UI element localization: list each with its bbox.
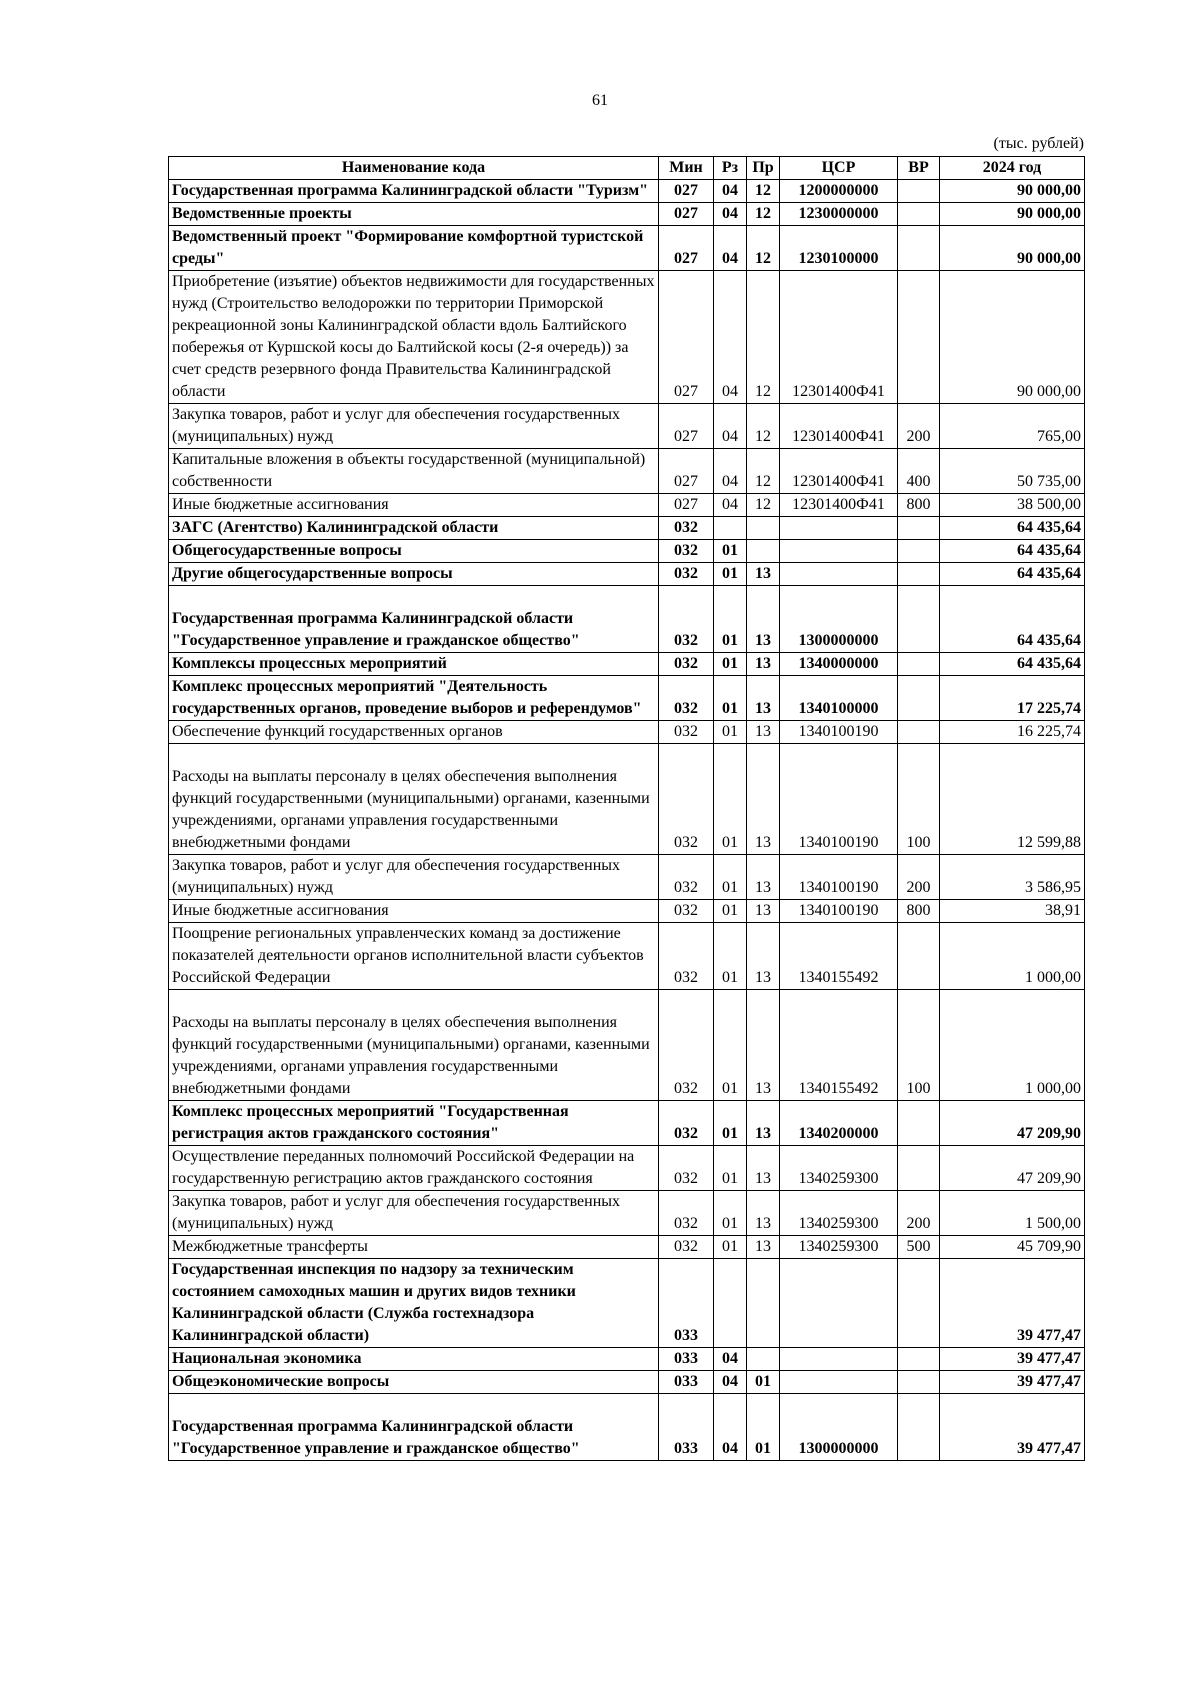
row-csr-cell <box>780 1371 898 1394</box>
table-row <box>169 540 1085 563</box>
row-rz-cell <box>714 1259 747 1348</box>
row-name-cell: Комплекс процессных мероприятий "Государственная регистрация актов гражданского состояния" <box>169 1101 659 1146</box>
row-amount-cell: 47 209,90 <box>940 1146 1085 1191</box>
row-vr-cell <box>898 676 940 721</box>
row-amount-cell: 1 000,00 <box>940 923 1085 990</box>
table-row <box>169 744 1085 855</box>
row-pr-cell: 13 <box>747 1236 780 1259</box>
row-min-cell: 032 <box>659 990 714 1101</box>
row-vr-cell <box>898 586 940 653</box>
row-name-cell: Общеэкономические вопросы <box>169 1371 659 1394</box>
row-pr-cell: 13 <box>747 676 780 721</box>
row-vr-cell <box>898 1101 940 1146</box>
row-vr-cell: 500 <box>898 1236 940 1259</box>
row-min-cell: 032 <box>659 744 714 855</box>
budget-table <box>168 156 1085 1461</box>
row-vr-cell <box>898 180 940 203</box>
row-name-cell: Закупка товаров, работ и услуг для обеспечения государственных (муниципальных) нужд <box>169 1191 659 1236</box>
row-pr-cell: 13 <box>747 1146 780 1191</box>
row-amount-cell: 765,00 <box>940 404 1085 449</box>
row-name-cell: Расходы на выплаты персоналу в целях обеспечения выполнения функций государственными (муниципальными) органами, казенными учреждениями, органами управления государственными внебюджетными фондами <box>169 990 659 1101</box>
row-amount-cell: 12 599,88 <box>940 744 1085 855</box>
table-row <box>169 226 1085 271</box>
header-pr: Пр <box>747 157 780 180</box>
row-csr-cell: 1340100000 <box>780 676 898 721</box>
row-pr-cell: 13 <box>747 923 780 990</box>
header-name: Наименование кода <box>169 157 659 180</box>
table-row <box>169 1259 1085 1348</box>
row-vr-cell <box>898 563 940 586</box>
row-rz-cell: 04 <box>714 180 747 203</box>
row-csr-cell: 1340100190 <box>780 855 898 900</box>
row-amount-cell: 64 435,64 <box>940 586 1085 653</box>
row-vr-cell <box>898 1259 940 1348</box>
row-name-cell: Осуществление переданных полномочий Российской Федерации на государственную регистрацию актов гражданского состояния <box>169 1146 659 1191</box>
header-amount: 2024 год <box>940 157 1085 180</box>
row-rz-cell: 01 <box>714 540 747 563</box>
table-row <box>169 517 1085 540</box>
row-pr-cell <box>747 517 780 540</box>
row-vr-cell <box>898 1394 940 1461</box>
row-name-cell: Ведомственный проект "Формирование комфортной туристской среды" <box>169 226 659 271</box>
table-row <box>169 494 1085 517</box>
row-min-cell: 027 <box>659 404 714 449</box>
row-amount-cell: 1 000,00 <box>940 990 1085 1101</box>
row-amount-cell: 39 477,47 <box>940 1394 1085 1461</box>
row-min-cell: 027 <box>659 180 714 203</box>
row-rz-cell: 04 <box>714 203 747 226</box>
row-rz-cell: 04 <box>714 449 747 494</box>
table-row <box>169 271 1085 404</box>
row-csr-cell: 1340259300 <box>780 1191 898 1236</box>
row-min-cell: 032 <box>659 1101 714 1146</box>
row-name-cell: Приобретение (изъятие) объектов недвижимости для государственных нужд (Строительство велодорожки по территории Приморской рекреационной зоны Калининградской области вдоль Балтийского побережья от Куршской косы до Балтийской косы (2-я очередь)) за счет средств резервного фонда Правительства Калининградской области <box>169 271 659 404</box>
page-number: 61 <box>592 92 608 109</box>
row-min-cell: 027 <box>659 226 714 271</box>
row-vr-cell <box>898 517 940 540</box>
row-pr-cell: 13 <box>747 563 780 586</box>
row-rz-cell: 01 <box>714 586 747 653</box>
row-rz-cell: 01 <box>714 1101 747 1146</box>
row-vr-cell: 800 <box>898 494 940 517</box>
row-name-cell: ЗАГС (Агентство) Калининградской области <box>169 517 659 540</box>
row-amount-cell: 64 435,64 <box>940 563 1085 586</box>
table-row <box>169 923 1085 990</box>
row-amount-cell: 16 225,74 <box>940 721 1085 744</box>
row-rz-cell: 01 <box>714 1236 747 1259</box>
table-row <box>169 721 1085 744</box>
row-vr-cell: 200 <box>898 404 940 449</box>
row-vr-cell <box>898 923 940 990</box>
row-min-cell: 032 <box>659 540 714 563</box>
row-amount-cell: 47 209,90 <box>940 1101 1085 1146</box>
row-rz-cell: 01 <box>714 923 747 990</box>
row-amount-cell: 1 500,00 <box>940 1191 1085 1236</box>
row-vr-cell <box>898 1348 940 1371</box>
row-rz-cell: 04 <box>714 271 747 404</box>
row-csr-cell: 1340200000 <box>780 1101 898 1146</box>
row-rz-cell: 04 <box>714 1394 747 1461</box>
row-csr-cell: 1200000000 <box>780 180 898 203</box>
row-name-cell: Поощрение региональных управленческих команд за достижение показателей деятельности органов исполнительной власти субъектов Российской Федерации <box>169 923 659 990</box>
row-csr-cell: 1340259300 <box>780 1236 898 1259</box>
row-min-cell: 032 <box>659 855 714 900</box>
row-name-cell: Обеспечение функций государственных органов <box>169 721 659 744</box>
row-csr-cell: 12301400Ф41 <box>780 271 898 404</box>
row-rz-cell: 04 <box>714 494 747 517</box>
row-rz-cell <box>714 517 747 540</box>
row-rz-cell: 01 <box>714 990 747 1101</box>
row-amount-cell: 64 435,64 <box>940 653 1085 676</box>
row-min-cell: 027 <box>659 271 714 404</box>
unit-note: (тыс. рублей) <box>993 135 1084 152</box>
row-vr-cell <box>898 1371 940 1394</box>
row-min-cell: 032 <box>659 721 714 744</box>
row-name-cell: Государственная программа Калининградской области "Туризм" <box>169 180 659 203</box>
row-vr-cell: 200 <box>898 855 940 900</box>
row-min-cell: 032 <box>659 1146 714 1191</box>
row-pr-cell: 13 <box>747 653 780 676</box>
row-vr-cell <box>898 653 940 676</box>
row-name-cell: Иные бюджетные ассигнования <box>169 900 659 923</box>
row-rz-cell: 01 <box>714 721 747 744</box>
row-csr-cell: 1340155492 <box>780 990 898 1101</box>
table-row <box>169 1236 1085 1259</box>
row-vr-cell: 100 <box>898 744 940 855</box>
table-row <box>169 1191 1085 1236</box>
row-pr-cell: 12 <box>747 203 780 226</box>
table-row <box>169 653 1085 676</box>
table-row <box>169 563 1085 586</box>
row-csr-cell: 1340100190 <box>780 900 898 923</box>
row-csr-cell: 1340100190 <box>780 721 898 744</box>
row-amount-cell: 50 735,00 <box>940 449 1085 494</box>
row-amount-cell: 39 477,47 <box>940 1371 1085 1394</box>
row-name-cell: Расходы на выплаты персоналу в целях обеспечения выполнения функций государственными (муниципальными) органами, казенными учреждениями, органами управления государственными внебюджетными фондами <box>169 744 659 855</box>
row-amount-cell: 38,91 <box>940 900 1085 923</box>
row-pr-cell: 13 <box>747 744 780 855</box>
header-csr: ЦСР <box>780 157 898 180</box>
row-csr-cell: 12301400Ф41 <box>780 449 898 494</box>
row-name-cell: Государственная программа Калининградской области "Государственное управление и гражданское общество" <box>169 1394 659 1461</box>
row-name-cell: Комплекс процессных мероприятий "Деятельность государственных органов, проведение выборов и референдумов" <box>169 676 659 721</box>
row-amount-cell: 39 477,47 <box>940 1348 1085 1371</box>
row-pr-cell: 13 <box>747 900 780 923</box>
header-rz: Рз <box>714 157 747 180</box>
row-min-cell: 027 <box>659 449 714 494</box>
row-csr-cell: 1340000000 <box>780 653 898 676</box>
row-pr-cell <box>747 1259 780 1348</box>
row-min-cell: 027 <box>659 203 714 226</box>
row-min-cell: 032 <box>659 1191 714 1236</box>
row-min-cell: 032 <box>659 517 714 540</box>
row-rz-cell: 04 <box>714 1371 747 1394</box>
row-vr-cell: 100 <box>898 990 940 1101</box>
row-rz-cell: 01 <box>714 653 747 676</box>
row-csr-cell: 1230100000 <box>780 226 898 271</box>
row-pr-cell: 12 <box>747 404 780 449</box>
row-pr-cell: 13 <box>747 855 780 900</box>
table-row <box>169 1394 1085 1461</box>
row-min-cell: 032 <box>659 900 714 923</box>
table-row <box>169 586 1085 653</box>
row-pr-cell: 12 <box>747 226 780 271</box>
table-row <box>169 404 1085 449</box>
row-pr-cell: 13 <box>747 1101 780 1146</box>
table-row <box>169 676 1085 721</box>
row-pr-cell: 13 <box>747 586 780 653</box>
row-vr-cell <box>898 1146 940 1191</box>
row-min-cell: 032 <box>659 676 714 721</box>
row-vr-cell <box>898 721 940 744</box>
row-pr-cell <box>747 1348 780 1371</box>
row-csr-cell <box>780 563 898 586</box>
row-name-cell: Национальная экономика <box>169 1348 659 1371</box>
row-rz-cell: 04 <box>714 1348 747 1371</box>
table-row <box>169 1371 1085 1394</box>
row-rz-cell: 01 <box>714 676 747 721</box>
row-vr-cell <box>898 271 940 404</box>
table-row <box>169 990 1085 1101</box>
row-name-cell: Капитальные вложения в объекты государственной (муниципальной) собственности <box>169 449 659 494</box>
row-csr-cell: 12301400Ф41 <box>780 404 898 449</box>
row-amount-cell: 90 000,00 <box>940 203 1085 226</box>
row-amount-cell: 90 000,00 <box>940 226 1085 271</box>
row-csr-cell <box>780 1348 898 1371</box>
table-body <box>169 180 1085 1461</box>
row-rz-cell: 04 <box>714 404 747 449</box>
row-name-cell: Другие общегосударственные вопросы <box>169 563 659 586</box>
row-name-cell: Закупка товаров, работ и услуг для обеспечения государственных (муниципальных) нужд <box>169 855 659 900</box>
row-csr-cell: 1340100190 <box>780 744 898 855</box>
row-min-cell: 033 <box>659 1259 714 1348</box>
row-pr-cell: 13 <box>747 1191 780 1236</box>
row-csr-cell <box>780 1259 898 1348</box>
header-min: Мин <box>659 157 714 180</box>
row-pr-cell: 12 <box>747 494 780 517</box>
row-csr-cell <box>780 540 898 563</box>
row-pr-cell: 13 <box>747 990 780 1101</box>
row-amount-cell: 3 586,95 <box>940 855 1085 900</box>
row-name-cell: Межбюджетные трансферты <box>169 1236 659 1259</box>
row-min-cell: 032 <box>659 1236 714 1259</box>
row-vr-cell <box>898 203 940 226</box>
row-pr-cell: 12 <box>747 180 780 203</box>
row-csr-cell: 1340155492 <box>780 923 898 990</box>
row-vr-cell: 400 <box>898 449 940 494</box>
table-row <box>169 180 1085 203</box>
table-row <box>169 1101 1085 1146</box>
row-csr-cell <box>780 517 898 540</box>
header-vr: ВР <box>898 157 940 180</box>
row-min-cell: 032 <box>659 653 714 676</box>
row-csr-cell: 1340259300 <box>780 1146 898 1191</box>
row-name-cell: Закупка товаров, работ и услуг для обеспечения государственных (муниципальных) нужд <box>169 404 659 449</box>
row-amount-cell: 64 435,64 <box>940 517 1085 540</box>
row-min-cell: 033 <box>659 1394 714 1461</box>
row-name-cell: Общегосударственные вопросы <box>169 540 659 563</box>
row-rz-cell: 04 <box>714 226 747 271</box>
row-vr-cell: 800 <box>898 900 940 923</box>
table-row <box>169 203 1085 226</box>
row-min-cell: 032 <box>659 923 714 990</box>
row-name-cell: Государственная инспекция по надзору за техническим состоянием самоходных машин и других видов техники Калининградской области (Служба гостехнадзора Калининградской области) <box>169 1259 659 1348</box>
table-row <box>169 1146 1085 1191</box>
row-min-cell: 033 <box>659 1371 714 1394</box>
row-rz-cell: 01 <box>714 563 747 586</box>
table-row <box>169 855 1085 900</box>
row-amount-cell: 38 500,00 <box>940 494 1085 517</box>
row-rz-cell: 01 <box>714 1146 747 1191</box>
row-pr-cell: 12 <box>747 449 780 494</box>
row-vr-cell: 200 <box>898 1191 940 1236</box>
row-amount-cell: 64 435,64 <box>940 540 1085 563</box>
row-name-cell: Комплексы процессных мероприятий <box>169 653 659 676</box>
row-amount-cell: 39 477,47 <box>940 1259 1085 1348</box>
row-csr-cell: 1230000000 <box>780 203 898 226</box>
row-amount-cell: 17 225,74 <box>940 676 1085 721</box>
row-min-cell: 032 <box>659 563 714 586</box>
row-csr-cell: 12301400Ф41 <box>780 494 898 517</box>
row-min-cell: 032 <box>659 586 714 653</box>
row-amount-cell: 90 000,00 <box>940 180 1085 203</box>
row-pr-cell: 13 <box>747 721 780 744</box>
header-row <box>169 157 1085 180</box>
row-vr-cell <box>898 226 940 271</box>
row-min-cell: 027 <box>659 494 714 517</box>
row-name-cell: Иные бюджетные ассигнования <box>169 494 659 517</box>
row-csr-cell: 1300000000 <box>780 1394 898 1461</box>
row-vr-cell <box>898 540 940 563</box>
row-pr-cell <box>747 540 780 563</box>
row-name-cell: Государственная программа Калининградской области "Государственное управление и гражданское общество" <box>169 586 659 653</box>
table-row <box>169 900 1085 923</box>
table-row <box>169 1348 1085 1371</box>
row-rz-cell: 01 <box>714 900 747 923</box>
row-rz-cell: 01 <box>714 744 747 855</box>
row-min-cell: 033 <box>659 1348 714 1371</box>
table-row <box>169 449 1085 494</box>
row-rz-cell: 01 <box>714 855 747 900</box>
row-amount-cell: 90 000,00 <box>940 271 1085 404</box>
row-amount-cell: 45 709,90 <box>940 1236 1085 1259</box>
row-pr-cell: 01 <box>747 1371 780 1394</box>
row-rz-cell: 01 <box>714 1191 747 1236</box>
row-csr-cell: 1300000000 <box>780 586 898 653</box>
row-pr-cell: 01 <box>747 1394 780 1461</box>
row-pr-cell: 12 <box>747 271 780 404</box>
row-name-cell: Ведомственные проекты <box>169 203 659 226</box>
